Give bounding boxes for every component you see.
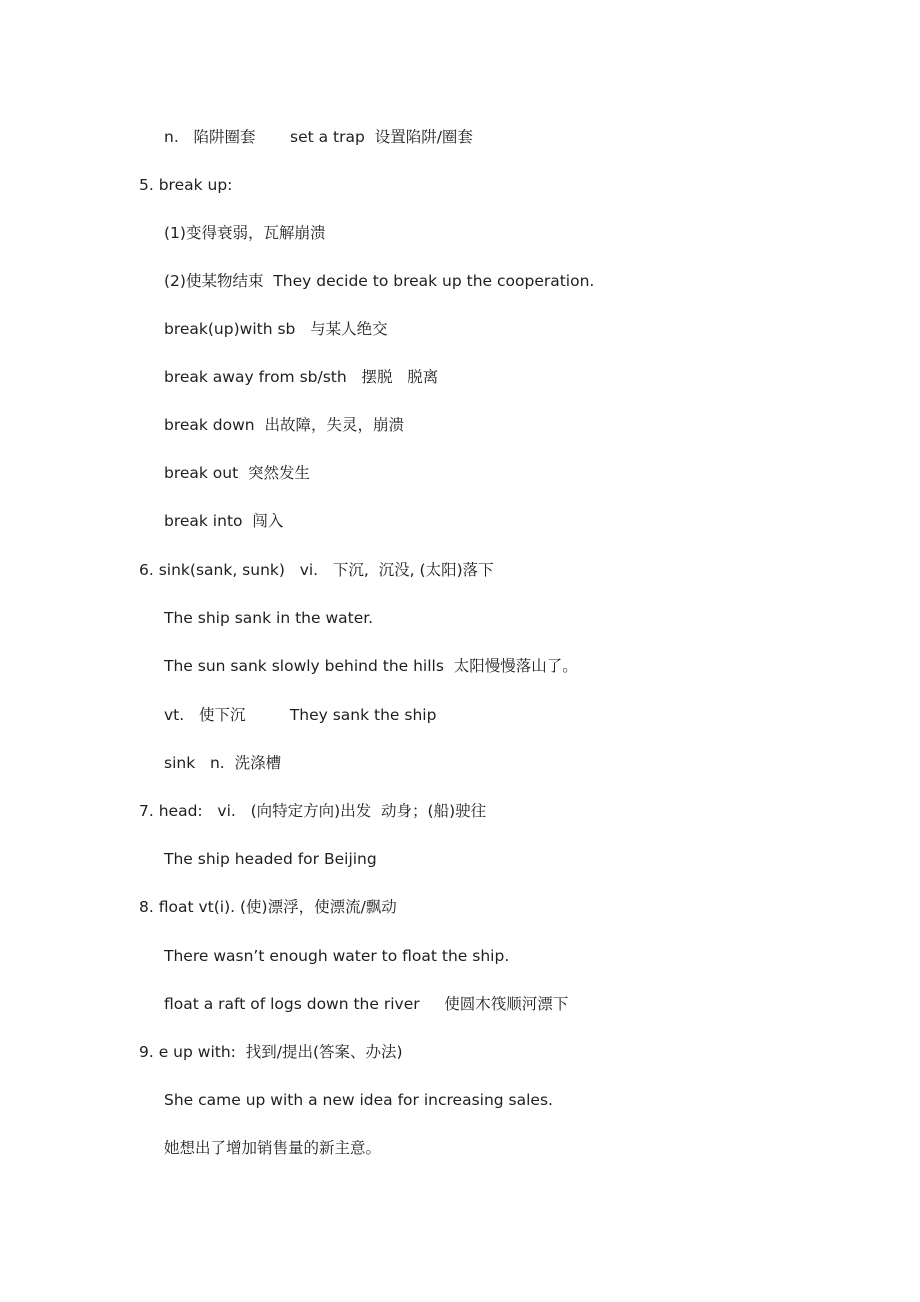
text-line: vt. 使下沉 They sank the ship <box>164 706 437 724</box>
text-line: break out 突然发生 <box>164 464 311 482</box>
text-line: n. 陷阱圈套 set a trap 设置陷阱/圈套 <box>164 128 473 146</box>
text-line: The ship headed for Beijing <box>164 850 377 868</box>
entry-heading: 5. break up: <box>139 176 233 194</box>
text-line: The ship sank in the water. <box>164 609 374 627</box>
text-line: (2)使某物结束 They decide to break up the cooperation. <box>164 272 595 290</box>
text-line: She came up with a new idea for increasing sales. <box>164 1091 553 1109</box>
text-line: break away from sb/sth 摆脱 脱离 <box>164 368 439 386</box>
text-line: 她想出了增加销售量的新主意。 <box>164 1139 382 1157</box>
entry-heading: 7. head: vi. (向特定方向)出发 动身；(船)驶往 <box>139 802 487 820</box>
text-line: break into 闯入 <box>164 512 284 530</box>
text-line: float a raft of logs down the river 使圆木筏顺河漂下 <box>164 995 569 1013</box>
text-line: (1)变得衰弱，瓦解崩溃 <box>164 224 326 242</box>
text-line: sink n. 洗涤槽 <box>164 754 282 772</box>
text-line: The sun sank slowly behind the hills 太阳慢慢落山了。 <box>164 657 578 675</box>
entry-heading: 6. sink(sank, sunk) vi. 下沉, 沉没, (太阳)落下 <box>139 561 494 579</box>
entry-heading: 8. float vt(i). (使)漂浮，使漂流/飘动 <box>139 898 397 916</box>
text-line: break down 出故障，失灵，崩溃 <box>164 416 404 434</box>
entry-heading: 9. e up with: 找到/提出(答案、办法) <box>139 1043 403 1061</box>
text-line: break(up)with sb 与某人绝交 <box>164 320 388 338</box>
text-line: There wasn’t enough water to float the ship. <box>164 947 510 965</box>
